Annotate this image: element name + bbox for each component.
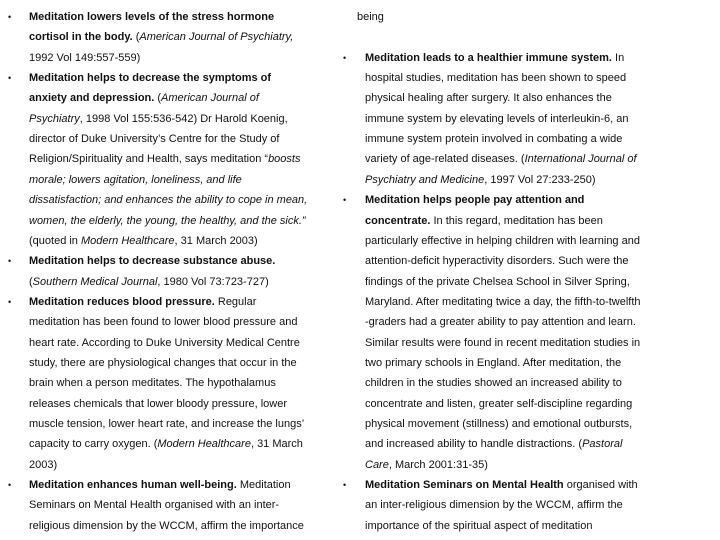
left-item-line [29, 113, 288, 126]
right-item-line [365, 92, 612, 105]
right-item-line [365, 357, 621, 370]
left-item-line [29, 235, 258, 248]
body-text: findings of the private Chelsea School in Silver Spring, [365, 275, 630, 288]
left-item-line [29, 499, 279, 512]
bullet-marker: • [8, 73, 12, 84]
body-text: Meditation [239, 479, 291, 492]
left-item-line [29, 296, 256, 309]
bold-heading-text: Meditation enhances human well-being. [29, 479, 240, 492]
left-item-line [29, 255, 275, 268]
left-item-line [29, 438, 303, 451]
bullet-marker: • [343, 480, 347, 491]
left-item-line [29, 316, 297, 329]
right-item-line [365, 113, 629, 126]
right-item-line [365, 438, 622, 451]
citation-text: dissatisfaction; and enhances the ability to cope in mean, [29, 194, 308, 207]
right-item-line [365, 418, 632, 431]
body-text: ( [29, 275, 33, 288]
left-item-line [29, 276, 269, 289]
body-text: -graders had a greater ability to pay attention and learn. [365, 316, 636, 329]
bold-heading-text: Meditation Seminars on Mental Health [365, 479, 567, 492]
body-text: variety of age-related diseases. ( [365, 153, 525, 166]
body-text: physical movement (stillness) and emotional outbursts, [365, 418, 633, 430]
citation-text: morale; lowers agitation, loneliness, and life [29, 173, 242, 186]
bullet-marker: • [8, 480, 12, 491]
body-text: (quoted in [29, 234, 81, 247]
bold-heading-text: Meditation helps to decrease the symptoms of [29, 72, 272, 85]
right-item-line [365, 276, 630, 289]
right-item-line [365, 72, 626, 85]
left-item-line [29, 215, 306, 228]
body-text: In [615, 51, 625, 64]
left-item-line [29, 31, 293, 44]
body-text: meditation has been found to lower blood pressure and [29, 316, 298, 329]
right-continuation-line [357, 11, 384, 24]
body-text: brain when a person meditates. The hypothalamus [29, 377, 276, 390]
citation-text: Psychiatry and Medicine [365, 173, 485, 186]
body-text: physical healing after surgery. It also enhances the [365, 92, 612, 105]
bullet-marker: • [343, 195, 347, 206]
citation-text: Southern Medical Journal [32, 275, 158, 288]
body-text: 1992 Vol 149:557-559) [29, 51, 141, 64]
left-item-line [29, 479, 291, 492]
bold-heading-text: Meditation helps people pay attention and [365, 194, 585, 207]
body-text: concentrate and listen, greater self-discipline regarding [365, 397, 633, 410]
body-text: , 1980 Vol 73:723-727) [157, 275, 269, 288]
body-text: ( [135, 31, 140, 44]
left-item-line [29, 174, 242, 187]
body-text: Maryland. After meditating twice a day, the fifth-to-twelfth [365, 295, 641, 308]
body-text: capacity to carry oxygen. ( [29, 438, 158, 451]
body-text: Similar results were found in recent meditation studies in [365, 336, 641, 349]
body-text: Regular [217, 295, 257, 308]
right-item-line [365, 520, 592, 533]
bullet-marker: • [343, 52, 347, 63]
left-item-line [29, 418, 304, 431]
right-item-line [365, 215, 603, 228]
body-text: organised with [566, 479, 638, 492]
bold-heading-text: Meditation lowers levels of the stress hormone [29, 11, 275, 23]
left-item-line [29, 337, 300, 350]
left-item-line [29, 72, 271, 85]
body-text: children in the studies showed an increased ability to [365, 377, 622, 390]
left-item-line [29, 357, 297, 370]
right-item-line [365, 459, 488, 472]
body-text: , 31 March 2003) [174, 234, 258, 247]
bullet-marker: • [8, 256, 12, 267]
left-item-line [29, 459, 57, 472]
left-item-line [29, 133, 279, 146]
body-text: 2003) [29, 458, 58, 471]
citation-text: American Journal of [161, 92, 259, 105]
body-text: attention-deficit hyperactivity disorders. Such were the [365, 255, 629, 268]
right-item-line [365, 337, 640, 350]
right-item-line [365, 153, 637, 166]
body-text: importance of the spiritual aspect of meditation [365, 519, 593, 532]
body-text: an inter-religious dimension by the WCCM, affirm the [365, 499, 623, 512]
right-item-line [365, 398, 632, 411]
body-text: religious dimension by the WCCM, affirm the importance [29, 519, 304, 532]
citation-text: women, the elderly, the young, the healthy, and the sick.” [29, 214, 306, 227]
body-text: , 1997 Vol 27:233-250) [484, 173, 596, 186]
right-item-line [365, 174, 596, 187]
bold-heading-text: cortisol in the body. [29, 31, 136, 44]
left-item-line [29, 52, 140, 65]
left-item-line [29, 92, 259, 105]
right-item-line [365, 133, 622, 146]
right-item-line [365, 235, 640, 248]
citation-text: Psychiatry [29, 112, 80, 125]
body-text: ( [157, 92, 162, 105]
left-item-line [29, 377, 276, 390]
body-text: being [357, 11, 384, 23]
right-item-line [365, 479, 638, 492]
right-item-line [365, 377, 622, 390]
body-text: Seminars on Mental Health organised with an inter- [29, 499, 280, 512]
right-item-line [365, 194, 584, 207]
body-text: study, there are physiological changes that occur in the [29, 356, 297, 369]
bullet-marker: • [8, 12, 12, 22]
body-text: immune system by elevating levels of interleukin-6, an [365, 112, 629, 125]
bullet-marker: • [8, 296, 12, 307]
body-text: , 31 March [250, 438, 303, 451]
body-text: two primary schools in England. After meditation, the [365, 356, 622, 369]
citation-text: boosts [268, 153, 301, 166]
right-item-line [365, 499, 623, 512]
body-text: In this regard, meditation has been [433, 214, 603, 227]
left-item-line [29, 153, 300, 166]
body-text: particularly effective in helping children with learning and [365, 234, 640, 247]
left-item-line [29, 194, 307, 207]
body-text: hospital studies, meditation has been shown to speed [365, 72, 627, 85]
bold-heading-text: Meditation leads to a healthier immune system. [365, 51, 616, 64]
body-text: , 1998 Vol 155:536-542) Dr Harold Koenig, [79, 112, 288, 125]
citation-text: Pastoral [582, 438, 623, 451]
bold-heading-text: concentrate. [365, 214, 434, 227]
body-text: Religion/Spirituality and Health, says meditation “ [29, 153, 269, 166]
body-text: and increased ability to handle distractions. ( [365, 438, 583, 451]
right-item-line [365, 316, 636, 329]
right-item-line [365, 255, 629, 268]
body-text: director of Duke University’s Centre for the Study of [29, 133, 280, 146]
citation-text: American Journal of Psychiatry, [139, 31, 294, 44]
citation-text: Modern Healthcare [157, 438, 251, 451]
body-text: , March 2001:31-35) [388, 458, 488, 471]
body-text: releases chemicals that lower bloody pressure, lower [29, 397, 288, 410]
body-text: immune system protein involved in combating a wide [365, 133, 623, 146]
bold-heading-text: anxiety and depression. [29, 92, 158, 105]
left-item-line [29, 11, 274, 24]
right-item-line [365, 52, 624, 65]
bold-heading-text: Meditation helps to decrease substance abuse. [29, 255, 276, 268]
bold-heading-text: Meditation reduces blood pressure. [29, 295, 218, 308]
left-item-line [29, 398, 287, 411]
citation-text: Care [365, 458, 389, 471]
citation-text: International Journal of [524, 153, 637, 166]
body-text: muscle tension, lower heart rate, and increase the lungs’ [29, 418, 305, 430]
left-item-line [29, 520, 304, 533]
citation-text: Modern Healthcare [80, 234, 175, 247]
body-text: heart rate. According to Duke University Medical Centre [29, 336, 300, 349]
right-item-line [365, 296, 641, 309]
